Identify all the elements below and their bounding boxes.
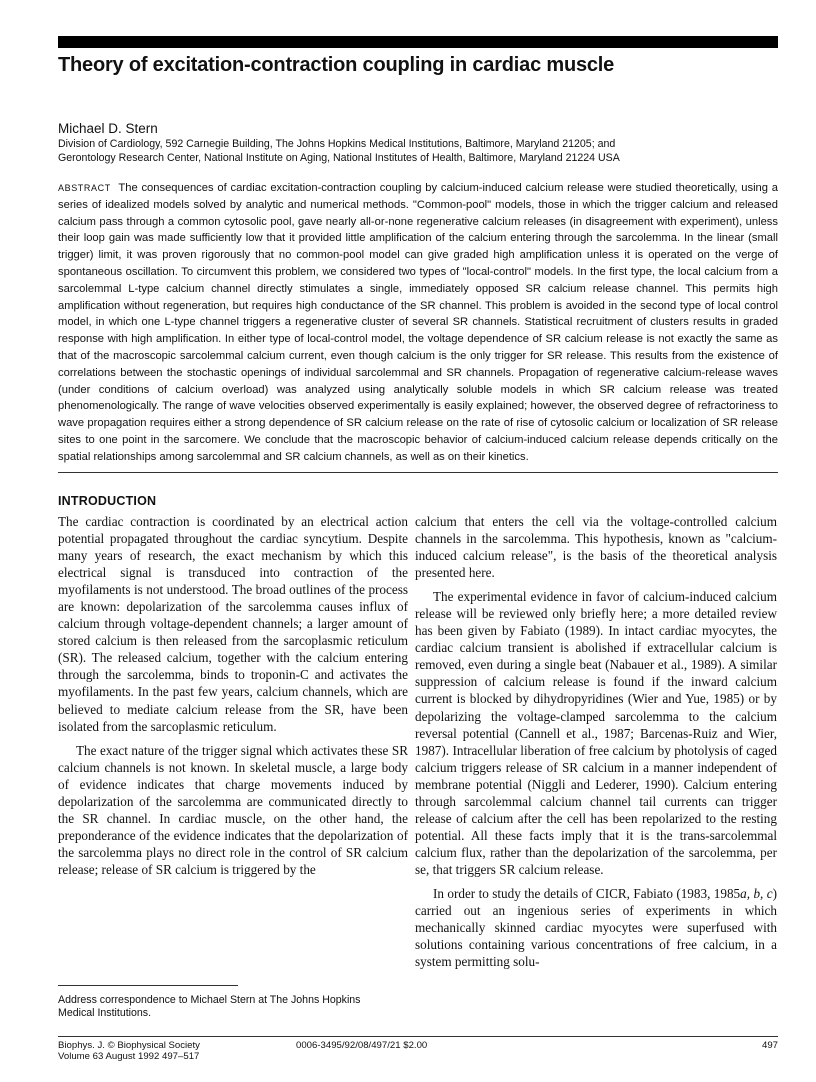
journal-citation: Biophys. J. © Biophysical Society — [58, 1040, 200, 1051]
text-run: ) carried out an ingenious series of experiments in which mechanically skinned cardiac myocytes were superfused with solutions containing various concentrations of free calcium, in a system permitting solu- — [415, 885, 777, 970]
volume-info: Volume 63 August 1992 497–517 — [58, 1051, 200, 1062]
body-paragraph — [415, 885, 777, 970]
article-code: 0006-3495/92/08/497/21 $2.00 — [296, 1040, 428, 1051]
body-paragraph: The exact nature of the trigger signal which activates these SR calcium channels is not known. In skeletal muscle, a large body of evidence indicates that charge movements induced by depolarization of the sarcolemma are communicated directly to the SR channel. In cardiac muscle, on the other hand, the preponderance of the evidence indicates that the depolarization of the sarcolemma plays no direct role in the control of SR calcium release; release of SR calcium is triggered by the — [58, 742, 408, 877]
text-run-italic: a, b, c — [740, 885, 773, 901]
footnote-rule — [58, 985, 238, 986]
abstract-divider — [58, 472, 778, 473]
affiliation-line: Gerontology Research Center, National Institute on Aging, National Institutes of Health, Baltimore, Maryland 21224 USA — [58, 152, 620, 164]
body-paragraph: The experimental evidence in favor of calcium-induced calcium release will be reviewed only briefly here; a more detailed review has been given by Fabiato (1989). In intact cardiac myocytes, the cardiac calcium transient is abolished if extracellular calcium is removed, even during a single beat (Nabauer et al., 1989). A similar suppression of calcium release is found if the inward calcium current is blocked by dihydropyridines (Wier and Yue, 1985) or by depolarizing the voltage-clamped sarcolemma to the calcium reversal potential (Cannell et al., 1987; Barcenas-Ruiz and Wier, 1987). Intracellular liberation of free calcium by photolysis of caged calcium triggers release of SR calcium in a manner independent of membrane potential (Niggli and Lederer, 1990). Calcium entering through sarcolemmal calcium channel tail currents can trigger release of calcium after the cell has been repolarized to the resting potential. All these facts imply that it is the trans-sarcolemmal calcium flux, rather than the depolarization of the sarcolemma, per se, that triggers SR calcium release. — [415, 589, 777, 877]
footer-rule — [58, 1036, 778, 1037]
author-name: Michael D. Stern — [58, 121, 158, 136]
abstract — [58, 180, 778, 466]
correspondence-footnote: Address correspondence to Michael Stern at The Johns Hopkins Medical Institutions. — [58, 994, 361, 1020]
section-heading: INTRODUCTION — [58, 494, 157, 508]
text-run: In order to study the details of CICR, Fabiato (1983, 1985 — [433, 885, 741, 901]
body-paragraph: calcium that enters the cell via the voltage-controlled calcium channels in the sarcolemma. This hypothesis, known as "calcium-induced calcium release", is the basis of the theoretical analysis presented here. — [415, 514, 777, 581]
body-column-left — [58, 513, 408, 878]
title-bar-rule — [58, 36, 778, 48]
author-affiliation — [58, 137, 778, 165]
body-paragraph: The cardiac contraction is coordinated by an electrical action potential propagated throughout the cardiac syncytium. Despite many years of research, the exact mechanism by which this electrical signal is transduced into contraction of the myofilaments is not understood. The broad outlines of the process are known: depolarization of the sarcolemma causes influx of calcium through voltage-dependent channels; a larger amount of stored calcium is then released from the sarcoplasmic reticulum (SR). The released calcium, together with the calcium entering through the sarcolemma, binds to troponin-C and activates the myofilaments. In the past few years, calcium channels, which are believed to mediate calcium release from the SR, have been isolated from the sarcoplasmic reticulum. — [58, 514, 408, 734]
abstract-text: The consequences of cardiac excitation-contraction coupling by calcium-induced calcium release were studied theoretically, using a series of idealized models solved by analytic and numerical methods. "Common-pool" models, those in which the trigger calcium and released calcium pass through a common cytosolic pool, gave nearly all-or-none regenerative calcium releases (in disagreement with experiment), unless their loop gain was made sufficiently low that it provided little amplification of the calcium entering through the sarcolemma. In the linear (small trigger) limit, it was proven rigorously that no common-pool model can give graded high amplification unless it is operated on the verge of spontaneous oscillation. To circumvent this problem, we considered two types of "local-control" models. In the first type, the local calcium from a sarcolemmal L-type calcium channel directly stimulates a single, immediately opposed SR calcium release channel. This permits high amplification without regeneration, but requires high conductance of the SR channel. This problem is avoided in the second type of local control model, in which one L-type channel triggers a regenerative cluster of several SR channels. Statistical recruitment of clusters results in graded response with high amplification. In either type of local-control model, the voltage dependence of SR calcium release is not exactly the same as that of the macroscopic sarcolemmal calcium current, even though calcium is the only trigger for SR release. This results from the existence of correlations between the stochastic openings of individual sarcolemmal and SR channels. Propagation of regenerative calcium-release waves (under conditions of calcium overload) was analyzed using analytically soluble models in which SR calcium release was treated phenomenologically. The range of wave velocities observed experimentally is easily explained; however, the observed degree of refractoriness to wave propagation requires either a strong dependence of SR calcium release on the rate of rise of cytosolic calcium or localization of SR release sites to one point in the sarcomere. We conclude that the macroscopic behavior of calcium-induced calcium release depends critically on the spatial relationships among sarcolemmal and SR calcium channels, as well as on their kinetics. — [58, 182, 778, 463]
article-title: Theory of excitation-contraction coupling in cardiac muscle — [58, 54, 615, 76]
affiliation-line: Division of Cardiology, 592 Carnegie Building, The Johns Hopkins Medical Institutions, Baltimore, Maryland 21205; and — [58, 138, 616, 150]
body-column-right — [415, 513, 777, 970]
abstract-label: ABSTRACT — [58, 183, 111, 193]
page-number: 497 — [761, 1040, 778, 1051]
